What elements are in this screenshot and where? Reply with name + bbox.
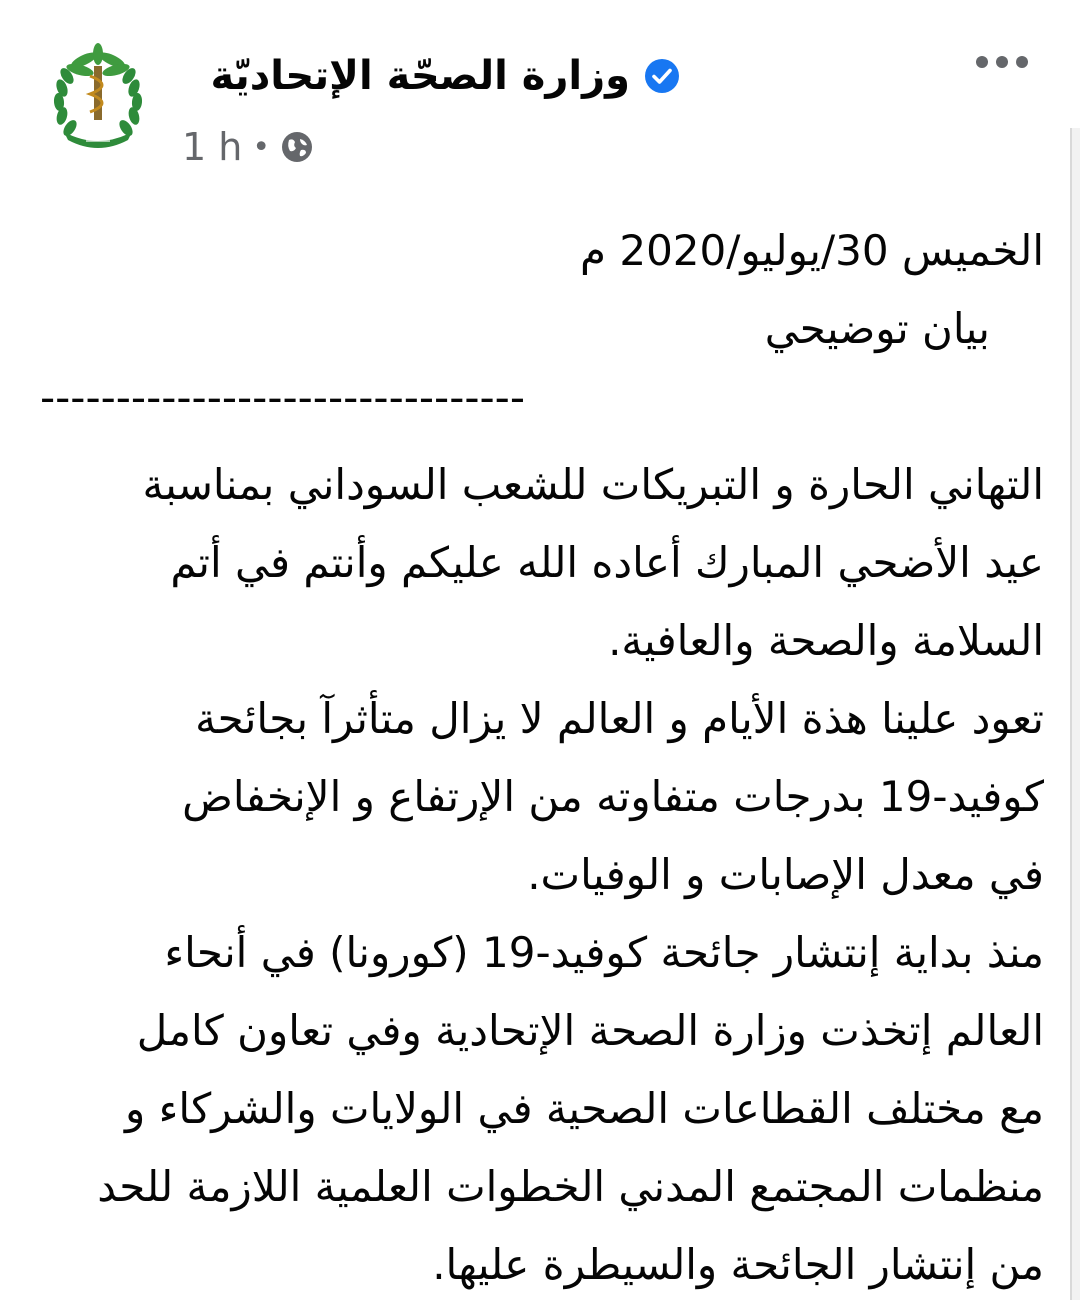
post-time[interactable]: 1 h	[182, 125, 243, 169]
post-meta	[182, 122, 314, 172]
post-line: منظمات المجتمع المدني الخطوات العلمية اللازمة للحد	[97, 1162, 1044, 1211]
meta-separator: •	[252, 129, 271, 165]
post-line: السلامة والصحة والعافية.	[608, 616, 1044, 665]
post-line: مع مختلف القطاعات الصحية في الولايات والشركاء و	[125, 1084, 1044, 1133]
post-line: في معدل الإصابات و الوفيات.	[527, 850, 1044, 899]
verified-badge-icon	[644, 58, 680, 94]
globe-icon[interactable]	[280, 130, 314, 164]
post-line: العالم إتخذت وزارة الصحة الإتحادية وفي تعاون كامل	[136, 1006, 1044, 1055]
more-dot	[976, 56, 988, 68]
post-line: التهاني الحارة و التبريكات للشعب السوداني بمناسبة	[142, 460, 1044, 509]
post-title: بيان توضيحي	[764, 304, 990, 353]
more-dot	[996, 56, 1008, 68]
page-name[interactable]: وزارة الصحّة الإتحاديّة	[210, 53, 630, 99]
post-line: عيد الأضحي المبارك أعاده الله عليكم وأنتم في أتم	[170, 538, 1044, 587]
more-options-icon[interactable]	[966, 44, 1038, 80]
post-line: كوفيد-19 بدرجات متفاوته من الإرتفاع و الإنخفاض	[182, 772, 1044, 821]
ministry-emblem-icon	[40, 36, 156, 152]
post-text	[40, 212, 1044, 1304]
post-line: من إنتشار الجائحة والسيطرة عليها.	[432, 1240, 1044, 1289]
post-line: منذ بداية إنتشار جائحة كوفيد-19 (كورونا) في أنحاء	[164, 928, 1044, 977]
scrollbar[interactable]	[1070, 128, 1080, 1300]
page-name-row	[211, 44, 681, 108]
text-divider: --------------------------------	[40, 373, 525, 422]
post-date-line: الخميس 30/يوليو/2020 م	[580, 226, 1044, 275]
more-dot	[1016, 56, 1028, 68]
post-header	[0, 0, 1080, 190]
post-line: تعود علينا هذة الأيام و العالم لا يزال متأثرآ بجائحة	[195, 694, 1044, 743]
ministry-logo-avatar[interactable]	[40, 36, 156, 152]
